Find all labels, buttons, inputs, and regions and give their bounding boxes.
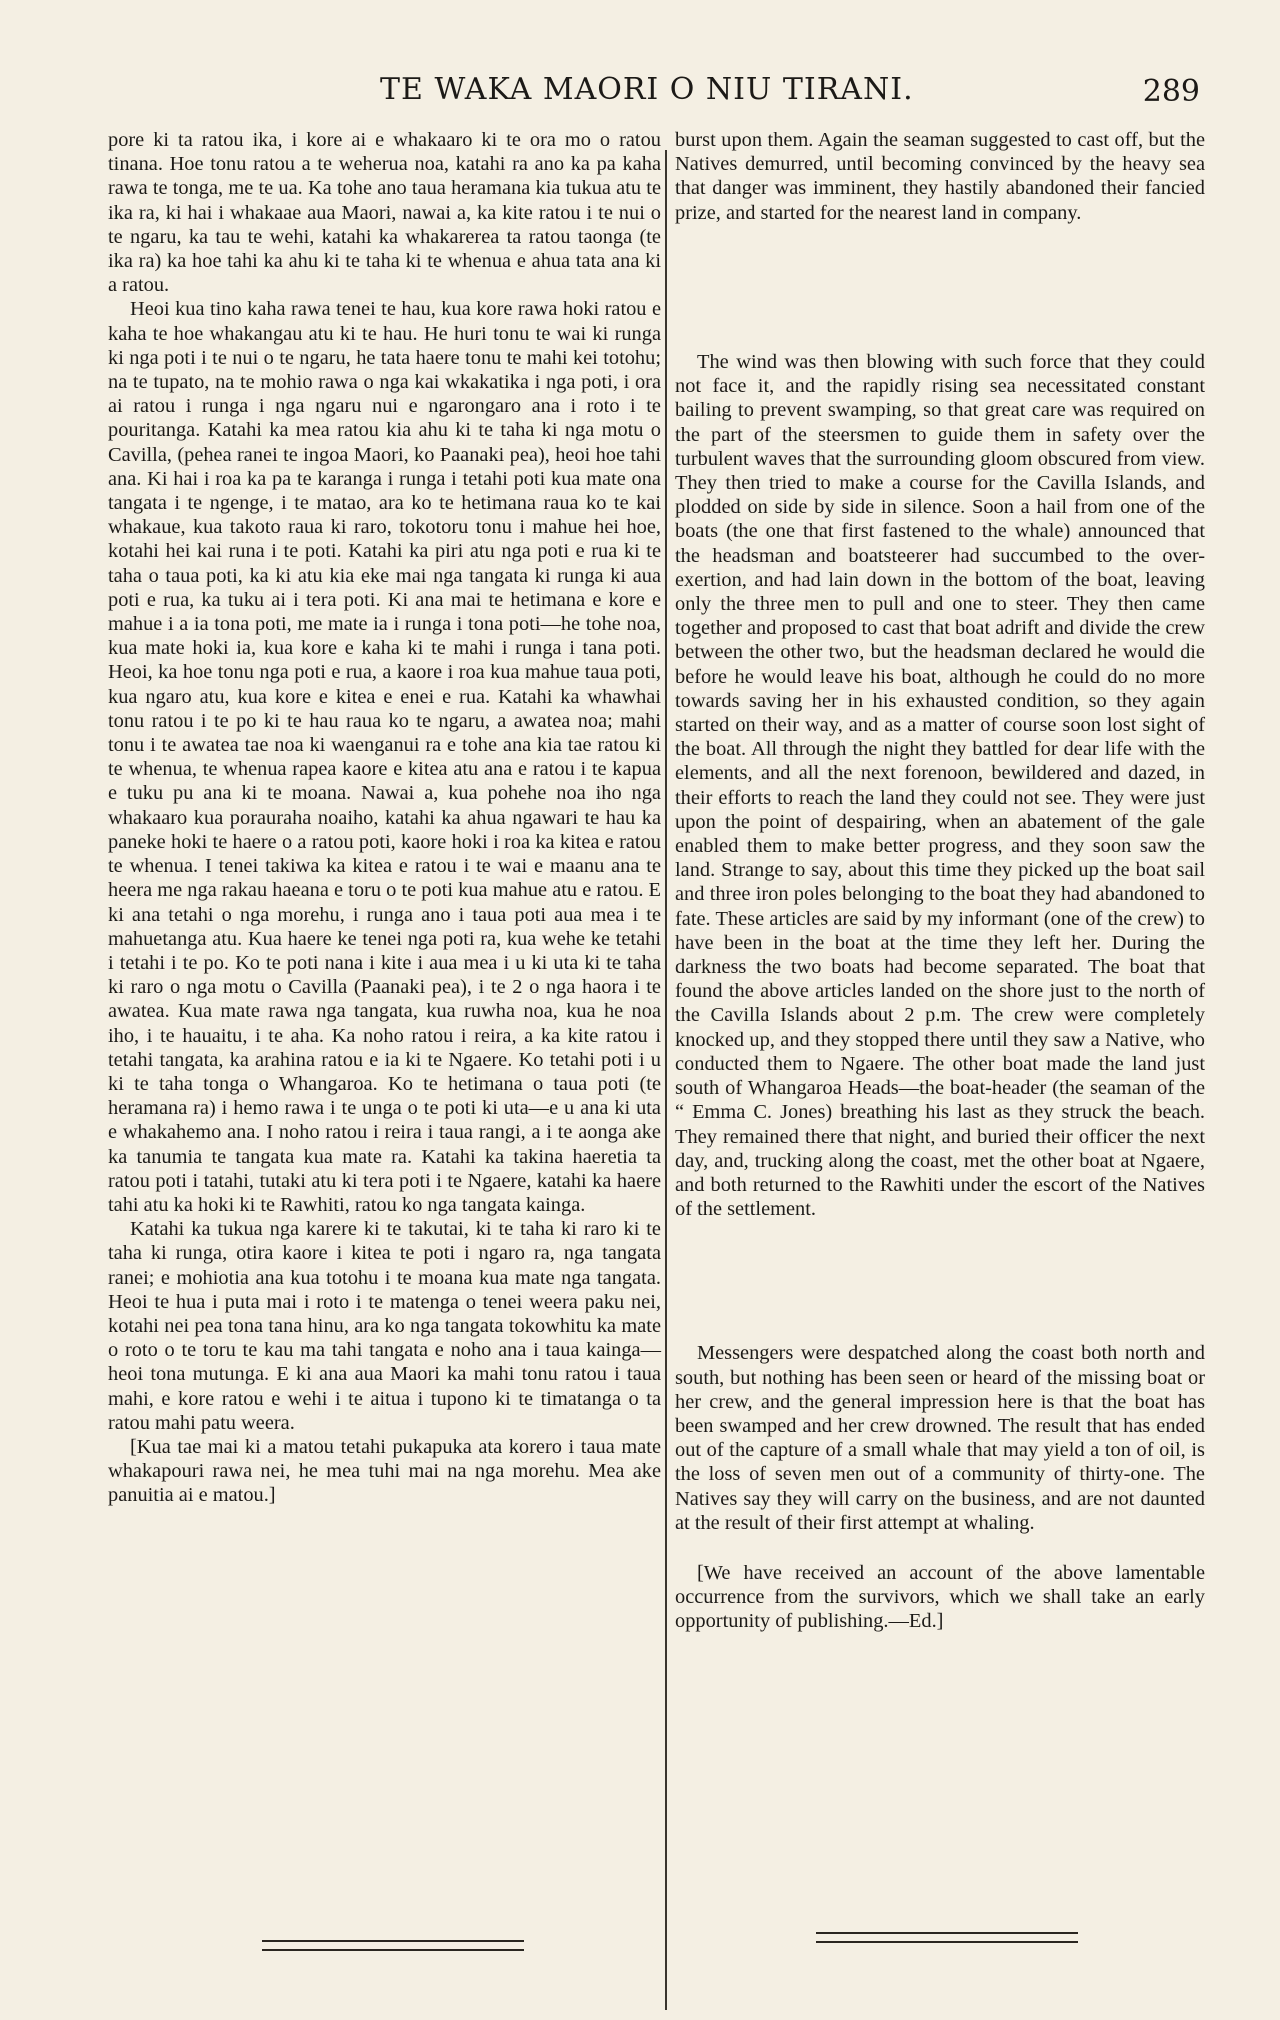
- page-number: 289: [1142, 74, 1200, 109]
- english-paragraph-3: Messengers were despatched along the coast both north and south, but nothing has been seen or heard of the missing boat or her crew, and the general impression here is that the boat has been swamped and her crew drowned. The result that has ended out of the capture of a small whale that may yield a ton of oil, is the loss of seven men out of a community of thirty-one. The Natives say they will carry on the business, and are not daunted at the result of their first attempt at whaling.: [675, 1342, 1205, 1534]
- english-paragraph-1: burst upon them. Again the seaman suggested to cast off, but the Natives demurred, until becoming convinced by the heavy sea that danger was imminent, they hastily abandoned their fancied prize, and started for the nearest land in company.: [675, 129, 1205, 224]
- right-end-rule: [816, 1932, 1078, 1943]
- column-divider: [665, 150, 667, 2010]
- maori-column: [108, 128, 661, 1508]
- maori-editor-note: [Kua tae mai ki a matou tetahi pukapuka ata korero i taua mate whakapouri rawa nei, he mea tuhi mai na nga morehu. Mea ake panuitia ai e matou.]: [108, 1435, 661, 1507]
- left-end-rule: [262, 1940, 524, 1951]
- page-header: [380, 72, 1200, 122]
- maori-paragraph-3: Katahi ka tukua nga karere ki te takutai, ki te taha ki raro ki te taha ki runga, otira kaore i kitea te poti i ngaro ra, nga tangata ranei; e mohiotia ana kua totohu i te moana kua mate nga tangata. Heoi te hua i puta mai i roto i te matenga o tenei weera paku nei, kotahi nei pea tona tana hinu, ara ko nga tangata tokowhitu ka mate o roto o te toru te kau ma tahi tangata e noho ana i taua kainga—heoi tona mutunga. E ki ana aua Maori ka mahi tonu ratou i taua mahi, e kore ratou e wehi i te aitua i tupono ki te timatanga o ta ratou mahi patu weera.: [108, 1218, 661, 1434]
- english-editor-note: [We have received an account of the above lamentable occurrence from the survivors, which we shall take an early opportunity of publishing.—Ed.]: [675, 1561, 1205, 1633]
- maori-paragraph-1: pore ki ta ratou ika, i kore ai e whakaaro ki te ora mo o ratou tinana. Hoe tonu ratou a te weherua noa, katahi ra ano ka pa kaha rawa te tonga, me te ua. Ka tohe ano taua heramana kia tukua atu te ika ra, ki hai i whakaae aua Maori, nawai a, ka kite ratou i te nui o te ngaru, ka tau te wehi, katahi ka whakarerea ta ratou taonga (te ika ra) ka hoe tahi ka ahu ki te taha ki te whenua e ahua tata ana ki a ratou.: [108, 129, 661, 297]
- page-title: TE WAKA MAORI O NIU TIRANI.: [380, 72, 914, 107]
- maori-paragraph-2: Heoi kua tino kaha rawa tenei te hau, kua kore rawa hoki ratou e kaha te hoe whakangau atu ki te hau. He huri tonu te wai ki runga ki nga poti i te nui o te ngaru, he tata haere tonu te mahi kei totohu; na te tupato, na te mohio rawa o nga kai wkakatika i nga poti, i ora ai ratou i runga i nga ngaru nui e ngarongaro ana i roto i te pouritanga. Katahi ka mea ratou kia ahu ki te taha ki nga motu o Cavilla, (pehea ranei te ingoa Maori, ko Paanaki pea), heoi hoe tahi ana. Ki hai i roa ka pa te karanga i runga i tetahi poti kua mate ona tangata i te ngenge, i te matao, ara ko te hetimana raua ko te kai whakaue, kua takoto raua ki raro, tokotoru tonu i mahue hei hoe, kotahi hei kai runa i te poti. Katahi ka piri atu nga poti e rua ki te taha o taua poti, ka ki atu kia eke mai nga tangata ki runga ki aua poti e rua, ka tuku ai i tera poti. Ki ana mai te hetimana e kore e mahue i a ia tona poti, me mate ia i runga i tona poti—he tohe noa, kua mate hoki ia, kua kore e kaha ki te mahi i runga i tana poti. Heoi, ka hoe tonu nga poti e rua, a kaore i roa kua mahue taua poti, kua ngaro atu, kua kore e kitea e enei e rua. Katahi ka whawhai tonu ratou i te po ki te hau raua ko te ngaru, a awatea noa; mahi tonu i te awatea tae noa ki waenganui ra e tohe ana kia tae ratou ki te whenua, te whenua rapea kaore e kitea atu ana e ratou i te kapua e tuku pu ana ki te moana. Nawai a, kua pohehe noa iho nga whakaaro kua porauraha noaiho, katahi ka ahua ngawari te hau ka paneke hoki te haere o a ratou poti, kaore hoki i roa ka kitea e ratou te whenua. I tenei takiwa ka kitea e ratou i te wai e maanu ana te heera me nga rakau haeana e toru o te poti kua mahue atu e ratou. E ki ana tetahi o nga morehu, i runga ano i taua poti aua mea i te mahuetanga atu. Kua haere ke tenei nga poti ra, kua wehe ke tetahi i tetahi i te po. Ko te poti nana i kite i aua mea i u ki uta ki te taha ki raro o nga motu o Cavilla (Paanaki pea), i te 2 o nga haora i te awatea. Kua mate rawa nga tangata, kua ruwha noa, kua he noa iho, i te hauaitu, i te aha. Ka noho ratou i reira, a ka kite ratou i tetahi tangata, ka arahina ratou e ia ki te Ngaere. Ko tetahi poti i u ki te taha tonga o Whangaroa. Ko te hetimana o taua poti (te heramana ra) i hemo rawa i te unga o te poti ki uta—e u ana ki uta e whakahemo ana. I noho ratou i reira i taua rangi, a i te aonga ake ka tanumia te tangata kua mate ra. Katahi ka takina haeretia ta ratou poti i tatahi, tutaki atu ki tera poti i te Ngaere, katahi ka haere tahi atu ka hoki ki te Rawhiti, ratou ko nga tangata kainga.: [108, 298, 661, 1216]
- english-column: [675, 128, 1205, 1634]
- english-paragraph-2: The wind was then blowing with such force that they could not face it, and the rapidly rising sea necessitated constant bailing to prevent swamping, so that great care was required on the part of the steersmen to guide them in safety over the turbulent waves that the surrounding gloom obscured from view. They then tried to make a course for the Cavilla Islands, and plodded on side by side in silence. Soon a hail from one of the boats (the one that first fastened to the whale) announced that the headsman and boatsteerer had succumbed to the over-exertion, and had lain down in the bottom of the boat, leaving only the three men to pull and one to steer. They then came together and proposed to cast that boat adrift and divide the crew between the other two, but the headsman declared he would die before he would leave his boat, although he could do no more towards saving her in his exhausted condition, so they again started on their way, and as a matter of course soon lost sight of the boat. All through the night they battled for dear life with the elements, and all the next forenoon, bewildered and dazed, in their efforts to reach the land they could not see. They were just upon the point of despairing, when an abatement of the gale enabled them to make better progress, and they soon saw the land. Strange to say, about this time they picked up the boat sail and three iron poles belonging to the boat they had abandoned to fate. These articles are said by my informant (one of the crew) to have been in the boat at the time they left her. During the darkness the two boats had become separated. The boat that found the above articles landed on the shore just to the north of the Cavilla Islands about 2 p.m. The crew were completely knocked up, and they stopped there until they saw a Native, who conducted them to Ngaere. The other boat made the land just south of Whangaroa Heads—the boat-header (the seaman of the “ Emma C. Jones) breathing his last as they struck the beach. They remained there that night, and buried their officer the next day, and, trucking along the coast, met the other boat at Ngaere, and both returned to the Rawhiti under the escort of the Natives of the settlement.: [675, 351, 1205, 1221]
